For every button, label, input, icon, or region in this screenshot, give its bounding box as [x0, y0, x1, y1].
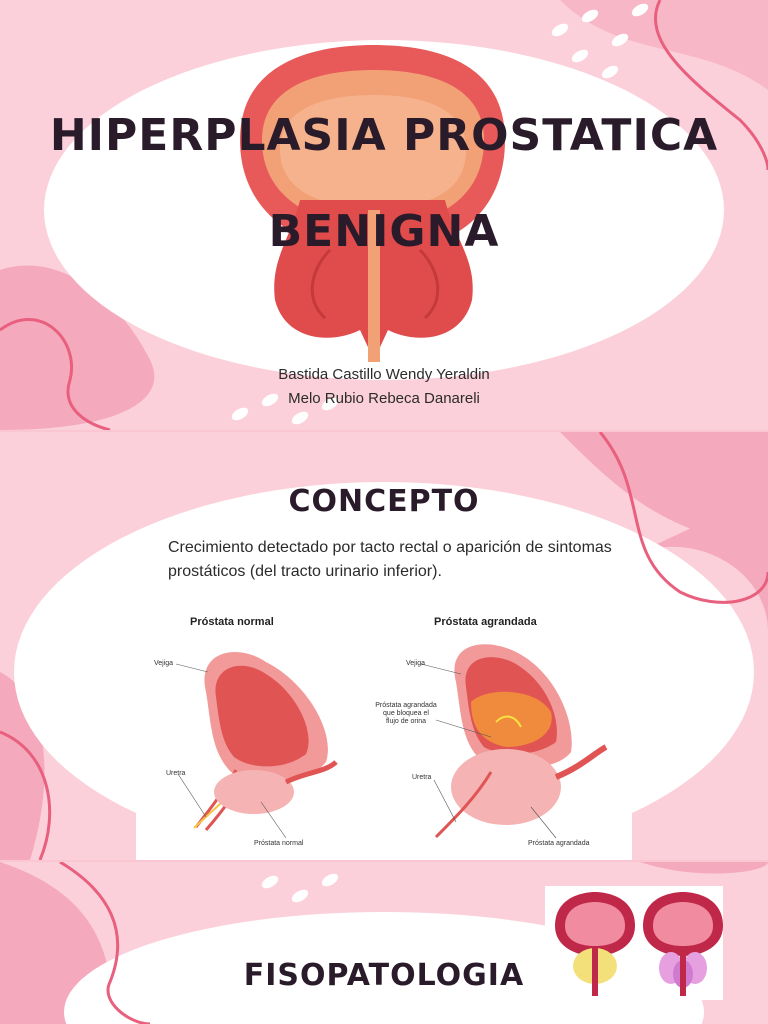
label-bloqueo-line: flujo de orina — [385, 718, 427, 725]
author-name: Melo Rubio Rebeca Danareli — [288, 390, 480, 407]
prostate-comparison-diagram — [136, 602, 632, 860]
enlarged-prostate-figure — [421, 644, 606, 838]
normal-prostate-figure — [176, 652, 336, 838]
cover-title-line1: HIPERPLASIA PROSTATICA — [49, 110, 719, 161]
concepto-slide — [0, 432, 768, 860]
cover-slide — [0, 0, 768, 430]
concepto-description: Crecimiento detectado por tacto rectal o aparición de sintomas prostáticos (del tracto urinario inferior). — [168, 539, 612, 580]
prostate-cross-section-drawing — [545, 886, 723, 1000]
label-uretra: Uretra — [166, 770, 186, 777]
concepto-title: CONCEPTO — [288, 484, 480, 519]
label-bloqueo-line: que bloquea el — [383, 710, 429, 717]
label-bloqueo-line: Próstata agrandada — [375, 702, 437, 709]
label-vejiga: Vejiga — [406, 660, 426, 667]
prostate-cross-section-image — [545, 886, 723, 1000]
author-name: Bastida Castillo Wendy Yeraldin — [278, 366, 490, 383]
fisopatologia-title: FISOPATOLOGIA — [243, 958, 525, 993]
label-prostata-normal: Próstata normal — [254, 840, 304, 847]
diagram-drawing — [136, 602, 632, 860]
fisopatologia-slide — [0, 862, 768, 1024]
normal-prostate-title: Próstata normal — [190, 616, 274, 628]
label-prostata-agrandada: Próstata agrandada — [528, 840, 590, 847]
enlarged-prostate-title: Próstata agrandada — [434, 616, 537, 628]
label-vejiga: Vejiga — [154, 660, 174, 667]
cover-title-line2: BENIGNA — [268, 206, 500, 257]
label-uretra: Uretra — [412, 774, 432, 781]
label-prostata-bloqueo — [366, 702, 446, 726]
